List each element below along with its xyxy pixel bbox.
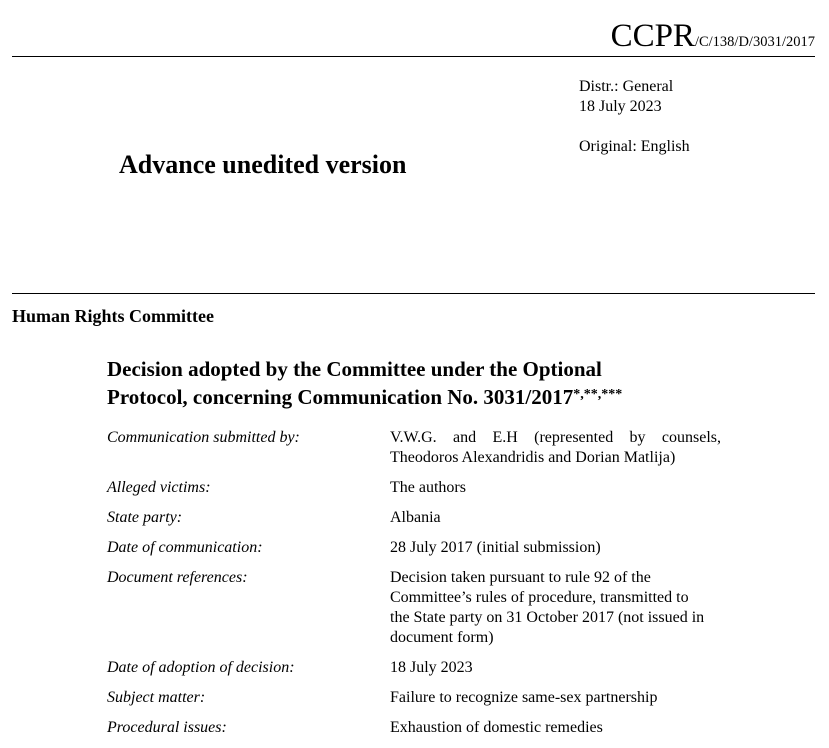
metadata-value: 18 July 2023	[390, 659, 473, 676]
metadata-row	[107, 508, 721, 528]
metadata-row	[107, 658, 721, 678]
metadata-row	[107, 478, 721, 498]
metadata-label: Date of communication:	[107, 539, 263, 556]
metadata-value: Exhaustion of domestic remedies	[390, 719, 603, 736]
metadata-row	[107, 538, 721, 558]
decision-title-line-2-text: Protocol, concerning Communication No. 3031/2017	[107, 385, 574, 409]
metadata-value: 28 July 2017 (initial submission)	[390, 539, 601, 556]
advance-version-title: Advance unedited version	[119, 150, 407, 179]
metadata-label: Communication submitted by:	[107, 429, 300, 446]
metadata-value-line: Committee’s rules of procedure, transmitted to	[390, 589, 689, 606]
decision-title-line-2	[107, 382, 747, 410]
decision-title-line-1: Decision adopted by the Committee under the Optional	[107, 357, 602, 381]
metadata-value: Failure to recognize same-sex partnership	[390, 689, 658, 706]
metadata-value	[390, 568, 721, 648]
metadata-label: Document references:	[107, 569, 248, 586]
metadata-table	[107, 428, 721, 748]
original-language: Original: English	[579, 138, 690, 155]
footnote-marks: *,**,***	[573, 387, 623, 402]
document-symbol-main: CCPR	[610, 18, 695, 54]
metadata-value: The authors	[390, 479, 466, 496]
distribution-type: Distr.: General	[579, 78, 674, 95]
metadata-label: Date of adoption of decision:	[107, 659, 295, 676]
metadata-value: V.W.G. and E.H (represented by counsels, Theodoros Alexandridis and Dorian Matlija)	[390, 429, 721, 466]
decision-title	[107, 357, 747, 410]
metadata-value-line: document form)	[390, 629, 494, 646]
document-symbol	[611, 16, 815, 56]
metadata-value-line: Decision taken pursuant to rule 92 of the	[390, 569, 651, 586]
distribution-date: 18 July 2023	[579, 98, 662, 115]
metadata-value: Albania	[390, 509, 441, 526]
metadata-value-line: the State party on 31 October 2017 (not issued in	[390, 609, 705, 626]
document-symbol-suffix: /C/138/D/3031/2017	[694, 34, 815, 50]
metadata-label: Procedural issues:	[107, 719, 227, 736]
metadata-row	[107, 428, 721, 468]
metadata-label: State party:	[107, 509, 183, 526]
metadata-row	[107, 688, 721, 708]
section-rule	[12, 293, 815, 294]
metadata-row	[107, 568, 721, 648]
distribution-block	[579, 77, 690, 157]
metadata-row	[107, 718, 721, 738]
distribution-spacer	[579, 117, 690, 137]
metadata-label: Subject matter:	[107, 689, 206, 706]
header-rule	[12, 56, 815, 57]
metadata-label: Alleged victims:	[107, 479, 211, 496]
committee-name: Human Rights Committee	[12, 306, 214, 326]
